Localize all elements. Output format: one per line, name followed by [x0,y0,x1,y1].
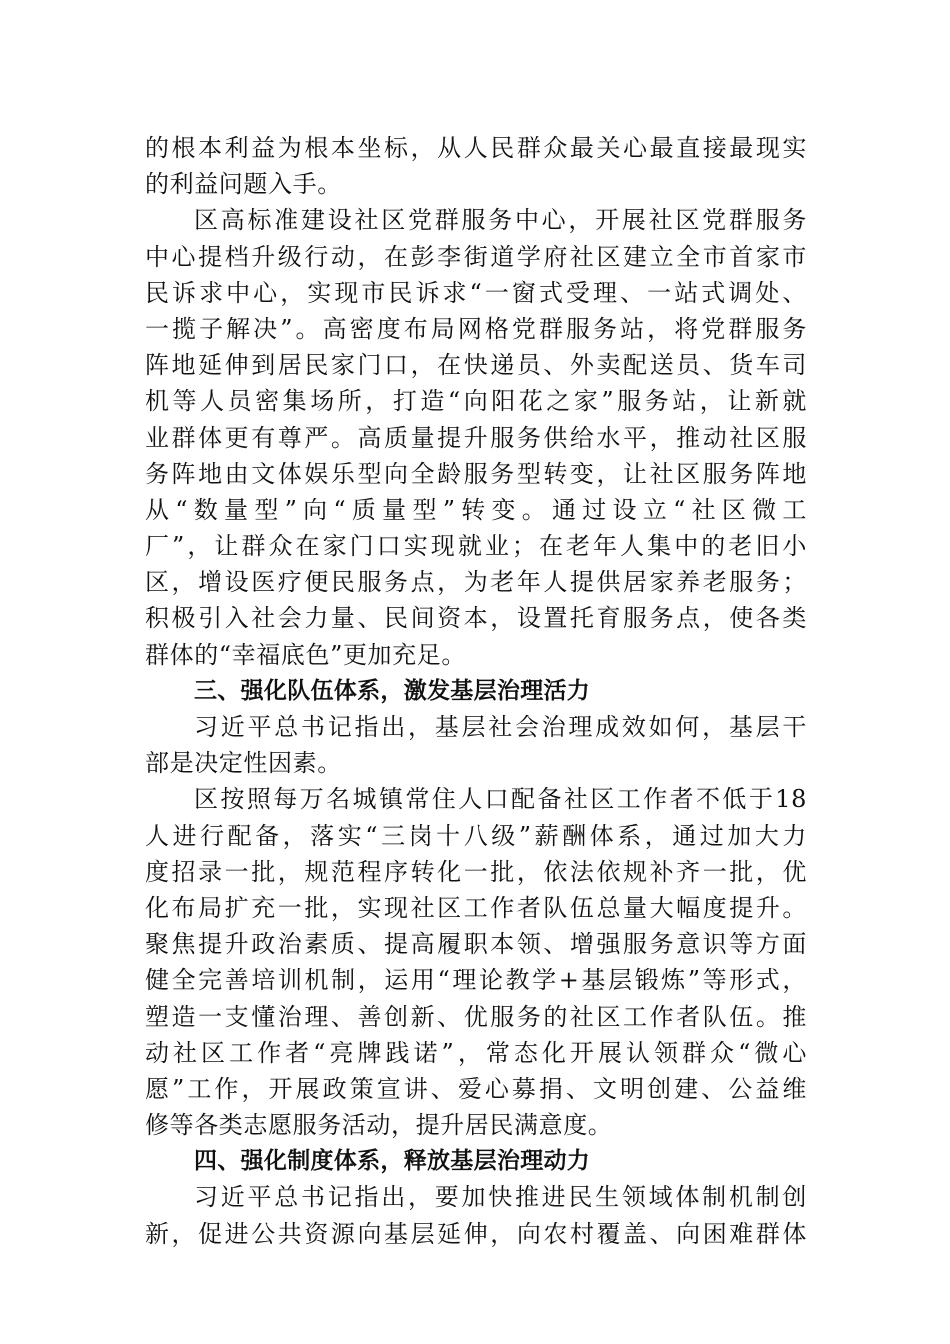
text-line: 从“数量型”向“质量型”转变。通过设立“社区微工 [145,495,807,524]
paragraph-5 [145,1179,807,1251]
text-line: 健全完善培训机制，运用“理论教学+基层锻炼”等形式， [145,966,807,995]
text-line: 民诉求中心，实现市民诉求“一窗式受理、一站式调处、 [145,278,807,307]
text-line: 业群体更有尊严。高质量提升服务供给水平，推动社区服 [145,423,807,452]
text-line: 的利益问题入手。 [145,170,342,199]
paragraph-2 [145,202,807,672]
text-line: 机等人员密集场所，打造“向阳花之家”服务站，让新就 [145,387,807,416]
section-heading-3 [145,673,807,709]
text-line: 习近平总书记指出，要加快推进民生领域体制机制创 [194,1183,807,1212]
paragraph-3 [145,709,807,781]
text-line: 的根本利益为根本坐标，从人民群众最关心最直接最现实 [145,134,807,162]
text-line: 化布局扩充一批，实现社区工作者队伍总量大幅度提升。 [145,893,807,922]
section-heading-4 [145,1143,807,1179]
document-page [145,130,807,1252]
text-line: 习近平总书记指出，基层社会治理成效如何，基层干 [194,713,807,741]
text-line: 人进行配备，落实“三岗十八级”薪酬体系，通过加大力 [145,821,807,850]
text-line: 积极引入社会力量、民间资本，设置托育服务点，使各类 [145,604,807,633]
text-line: 愿”工作，开展政策宣讲、爱心募捐、文明创建、公益维 [145,1074,807,1103]
text-line: 中心提档升级行动，在彭李街道学府社区建立全市首家市 [145,242,807,271]
text-line: 区高标准建设社区党群服务中心，开展社区党群服务 [194,206,807,235]
text-line: 厂”，让群众在家门口实现就业；在老年人集中的老旧小 [145,532,807,561]
text-line: 区按照每万名城镇常住人口配备社区工作者不低于18 [194,785,807,814]
heading-text: 三、强化队伍体系，激发基层治理活力 [194,677,591,704]
text-line: 群体的“幸福底色”更加充足。 [145,640,466,669]
paragraph-4 [145,781,807,1143]
text-line: 部是决定性因素。 [145,749,342,778]
text-line: 阵地延伸到居民家门口，在快递员、外卖配送员、货车司 [145,351,807,380]
text-line: 务阵地由文体娱乐型向全龄服务型转变，让社区服务阵地 [145,459,807,488]
text-line: 区，增设医疗便民服务点，为老年人提供居家养老服务； [145,568,807,597]
text-line: 聚焦提升政治素质、提高履职本领、增强服务意识等方面 [145,930,807,959]
paragraph-1 [145,130,807,202]
heading-text: 四、强化制度体系，释放基层治理动力 [194,1148,591,1175]
text-line: 塑造一支懂治理、善创新、优服务的社区工作者队伍。推 [145,1002,807,1031]
text-line: 动社区工作者“亮牌践诺”，常态化开展认领群众“微心 [145,1038,807,1067]
text-line: 修等各类志愿服务活动，提升居民满意度。 [145,1111,613,1140]
text-line: 新，促进公共资源向基层延伸，向农村覆盖、向困难群体 [145,1219,807,1248]
text-line: 度招录一批，规范程序转化一批，依法依规补齐一批，优 [145,857,807,886]
text-line: 一揽子解决”。高密度布局网格党群服务站，将党群服务 [145,314,807,343]
